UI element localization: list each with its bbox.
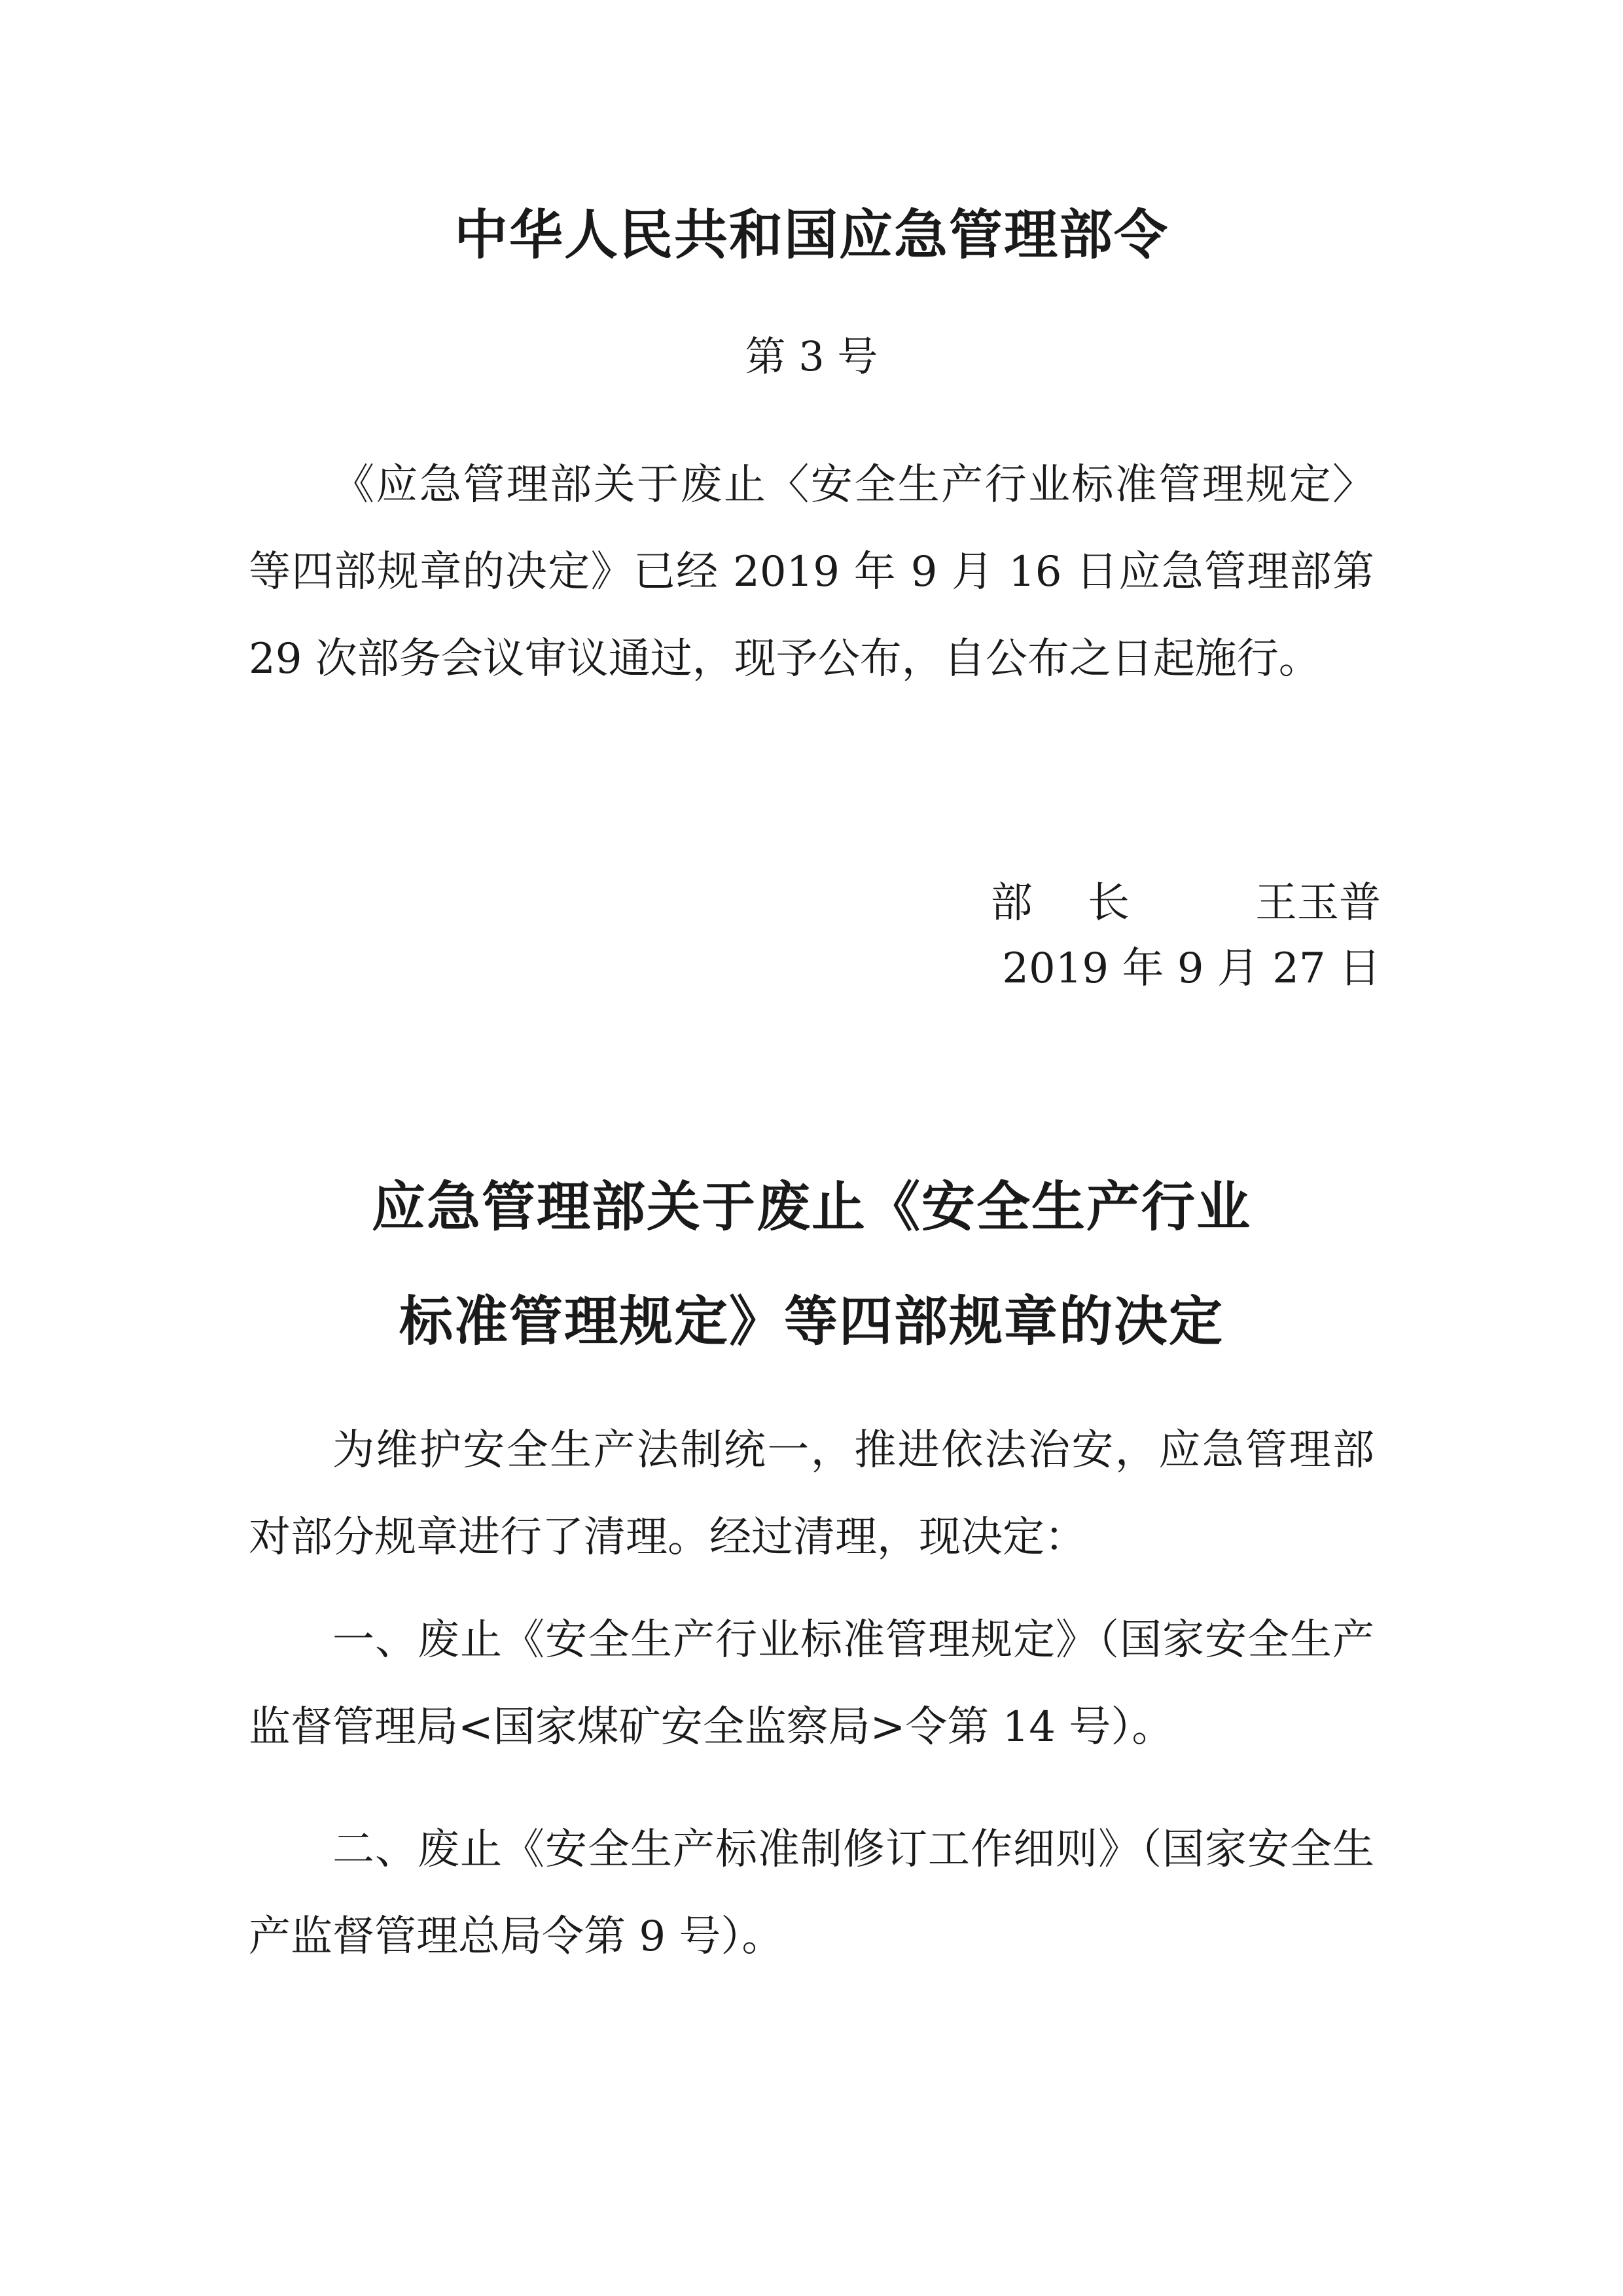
order-number: 第 3 号 [745, 332, 878, 380]
decision-intro: 为维护安全生产法制统一，推进依法治安，应急管理部对部分规章进行了清理。经过清理，现决定： [249, 1426, 1374, 1562]
signer-title: 部 长 [990, 879, 1130, 927]
signer-name: 王玉普 [1255, 879, 1381, 927]
order-body: 《应急管理部关于废止〈安全生产行业标准管理规定〉等四部规章的决定》已经 2019 年 9 月 16 日应急管理部第 29 次部务会议审议通过，现予公布，自公布之日起施行。 [249, 461, 1374, 683]
decision-title-line-2: 标准管理规定》等四部规章的决定 [399, 1291, 1224, 1353]
decision-item-2: 二、废止《安全生产标准制修订工作细则》（国家安全生产监督管理总局令第 9 号）。 [249, 1825, 1374, 1961]
signature-gap [1130, 879, 1255, 927]
decision-item-1: 一、废止《安全生产行业标准管理规定》（国家安全生产监督管理局<国家煤矿安全监察局>令第 14 号）。 [249, 1616, 1374, 1751]
order-date: 2019 年 9 月 27 日 [1002, 944, 1381, 993]
decision-title-line-1: 应急管理部关于废止《安全生产行业 [371, 1176, 1251, 1238]
order-title: 中华人民共和国应急管理部令 [454, 204, 1169, 266]
